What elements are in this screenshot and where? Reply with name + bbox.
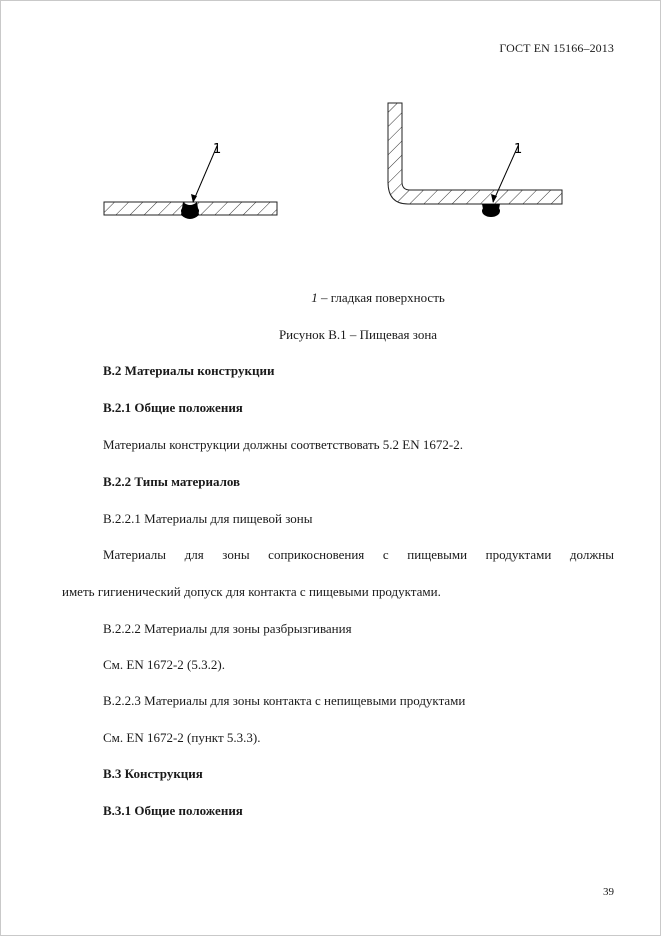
- legend-text: – гладкая поверхность: [317, 290, 445, 305]
- heading-b3: В.3 Конструкция: [103, 766, 203, 781]
- legend-number: 1: [311, 290, 318, 305]
- heading-b2-2: В.2.2 Типы материалов: [103, 474, 241, 489]
- right-plate-drawing: [388, 103, 562, 217]
- left-plate-drawing: [104, 142, 277, 219]
- document-code: ГОСТ EN 15166–2013: [499, 41, 614, 55]
- page-number: 39: [603, 886, 614, 898]
- figure-food-zone: [0, 90, 661, 240]
- figure-caption: Рисунок В.1 – Пищевая зона: [278, 327, 438, 342]
- paragraph-b2-2-1-line1: Материалы для зоны соприкосновения с пищевыми продуктами должны: [103, 547, 614, 562]
- heading-b2-1: В.2.1 Общие положения: [103, 400, 243, 415]
- heading-b3-1: В.3.1 Общие положения: [103, 803, 243, 818]
- heading-b2: В.2 Материалы конструкции: [103, 363, 275, 378]
- paragraph-b2-1: Материалы конструкции должны соответствовать 5.2 EN 1672-2.: [103, 437, 463, 452]
- subheading-b2-2-1: В.2.2.1 Материалы для пищевой зоны: [103, 511, 313, 526]
- figure-legend: [0, 290, 661, 306]
- reference-b2-2-3: См. EN 1672-2 (пункт 5.3.3).: [103, 730, 261, 745]
- subheading-b2-2-2: В.2.2.2 Материалы для зоны разбрызгивания: [103, 621, 352, 636]
- callout-label-right: 1: [514, 142, 523, 157]
- reference-b2-2-2: См. EN 1672-2 (5.3.2).: [103, 657, 225, 672]
- subheading-b2-2-3: В.2.2.3 Материалы для зоны контакта с непищевыми продуктами: [103, 693, 466, 708]
- paragraph-b2-2-1-line2: иметь гигиенический допуск для контакта с пищевыми продуктами.: [62, 584, 441, 599]
- callout-label-left: 1: [213, 142, 222, 157]
